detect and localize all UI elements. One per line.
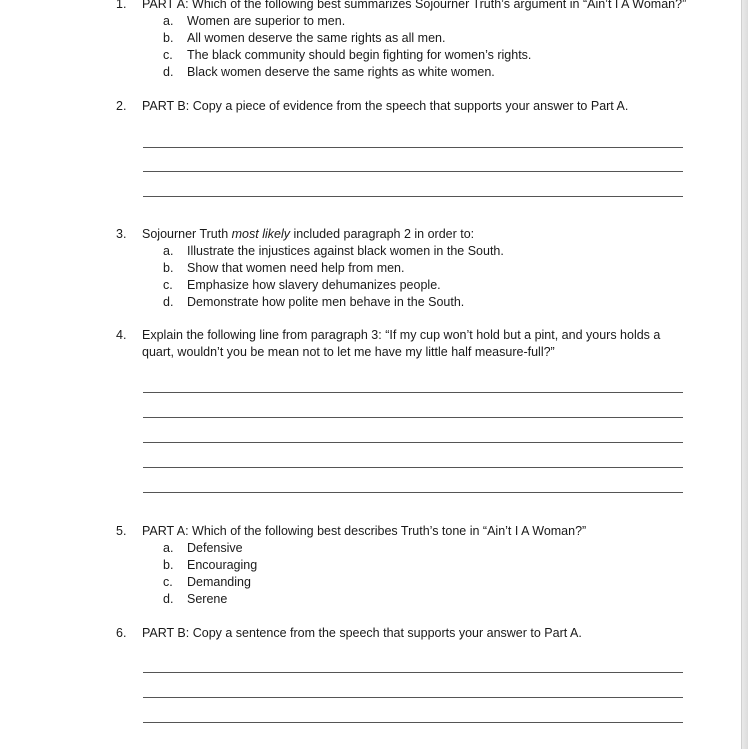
option-a[interactable] bbox=[163, 243, 696, 260]
question-2 bbox=[116, 98, 696, 115]
option-d[interactable] bbox=[163, 64, 696, 81]
question-number: 2. bbox=[116, 99, 127, 113]
option-b[interactable] bbox=[163, 260, 696, 277]
answer-options bbox=[116, 13, 696, 81]
option-text: The black community should begin fighting for women’s rights. bbox=[187, 48, 532, 62]
option-letter: d. bbox=[163, 592, 174, 606]
answer-line[interactable] bbox=[143, 467, 683, 468]
question-text: PART B: Copy a sentence from the speech that supports your answer to Part A. bbox=[142, 626, 582, 640]
answer-line[interactable] bbox=[143, 392, 683, 393]
option-d[interactable] bbox=[163, 294, 696, 311]
answer-line[interactable] bbox=[143, 417, 683, 418]
option-letter: d. bbox=[163, 295, 174, 309]
question-text: Sojourner Truth most likely included paragraph 2 in order to: bbox=[142, 227, 475, 241]
option-d[interactable] bbox=[163, 591, 696, 608]
question-number: 4. bbox=[116, 328, 127, 342]
option-b[interactable] bbox=[163, 557, 696, 574]
answer-options bbox=[116, 540, 696, 608]
answer-line[interactable] bbox=[143, 196, 683, 197]
option-letter: a. bbox=[163, 541, 174, 555]
option-letter: b. bbox=[163, 261, 174, 275]
option-c[interactable] bbox=[163, 574, 696, 591]
question-number: 5. bbox=[116, 524, 127, 538]
option-text: Defensive bbox=[187, 541, 243, 555]
option-text: Show that women need help from men. bbox=[187, 261, 405, 275]
option-letter: d. bbox=[163, 65, 174, 79]
option-text: Illustrate the injustices against black women in the South. bbox=[187, 244, 504, 258]
question-6 bbox=[116, 625, 696, 642]
option-text: Black women deserve the same rights as white women. bbox=[187, 65, 495, 79]
answer-line[interactable] bbox=[143, 672, 683, 673]
answer-line[interactable] bbox=[143, 697, 683, 698]
option-letter: c. bbox=[163, 575, 173, 589]
question-1 bbox=[116, 0, 696, 81]
option-letter: a. bbox=[163, 14, 174, 28]
question-3 bbox=[116, 226, 696, 311]
answer-line[interactable] bbox=[143, 722, 683, 723]
question-5 bbox=[116, 523, 696, 608]
answer-line[interactable] bbox=[143, 171, 683, 172]
question-text: PART A: Which of the following best summarizes Sojourner Truth’s argument in “Ain’t I A Woman?” bbox=[142, 0, 687, 11]
option-b[interactable] bbox=[163, 30, 696, 47]
answer-options bbox=[116, 243, 696, 311]
option-a[interactable] bbox=[163, 540, 696, 557]
option-text: Encouraging bbox=[187, 558, 258, 572]
option-text: Demonstrate how polite men behave in the South. bbox=[187, 295, 465, 309]
question-number: 3. bbox=[116, 227, 127, 241]
option-text: Women are superior to men. bbox=[187, 14, 346, 28]
option-a[interactable] bbox=[163, 13, 696, 30]
question-text: Explain the following line from paragraph 3: “If my cup won’t hold but a pint, and yours holds a quart, wouldn’t you be mean not to let me have my little half measure-full?” bbox=[142, 328, 661, 359]
question-number: 6. bbox=[116, 626, 127, 640]
page-edge bbox=[741, 0, 748, 749]
option-c[interactable] bbox=[163, 277, 696, 294]
option-text: Serene bbox=[187, 592, 228, 606]
option-text: Demanding bbox=[187, 575, 251, 589]
option-letter: c. bbox=[163, 48, 173, 62]
answer-line[interactable] bbox=[143, 147, 683, 148]
emphasis-text: most likely bbox=[231, 227, 290, 241]
question-4 bbox=[116, 327, 696, 361]
option-letter: a. bbox=[163, 244, 174, 258]
option-text: All women deserve the same rights as all men. bbox=[187, 31, 446, 45]
option-c[interactable] bbox=[163, 47, 696, 64]
question-text: PART B: Copy a piece of evidence from the speech that supports your answer to Part A. bbox=[142, 99, 629, 113]
answer-line[interactable] bbox=[143, 492, 683, 493]
option-letter: c. bbox=[163, 278, 173, 292]
option-letter: b. bbox=[163, 558, 174, 572]
question-number: 1. bbox=[116, 0, 127, 11]
question-text: PART A: Which of the following best describes Truth’s tone in “Ain’t I A Woman?” bbox=[142, 524, 587, 538]
option-text: Emphasize how slavery dehumanizes people. bbox=[187, 278, 441, 292]
option-letter: b. bbox=[163, 31, 174, 45]
answer-line[interactable] bbox=[143, 442, 683, 443]
